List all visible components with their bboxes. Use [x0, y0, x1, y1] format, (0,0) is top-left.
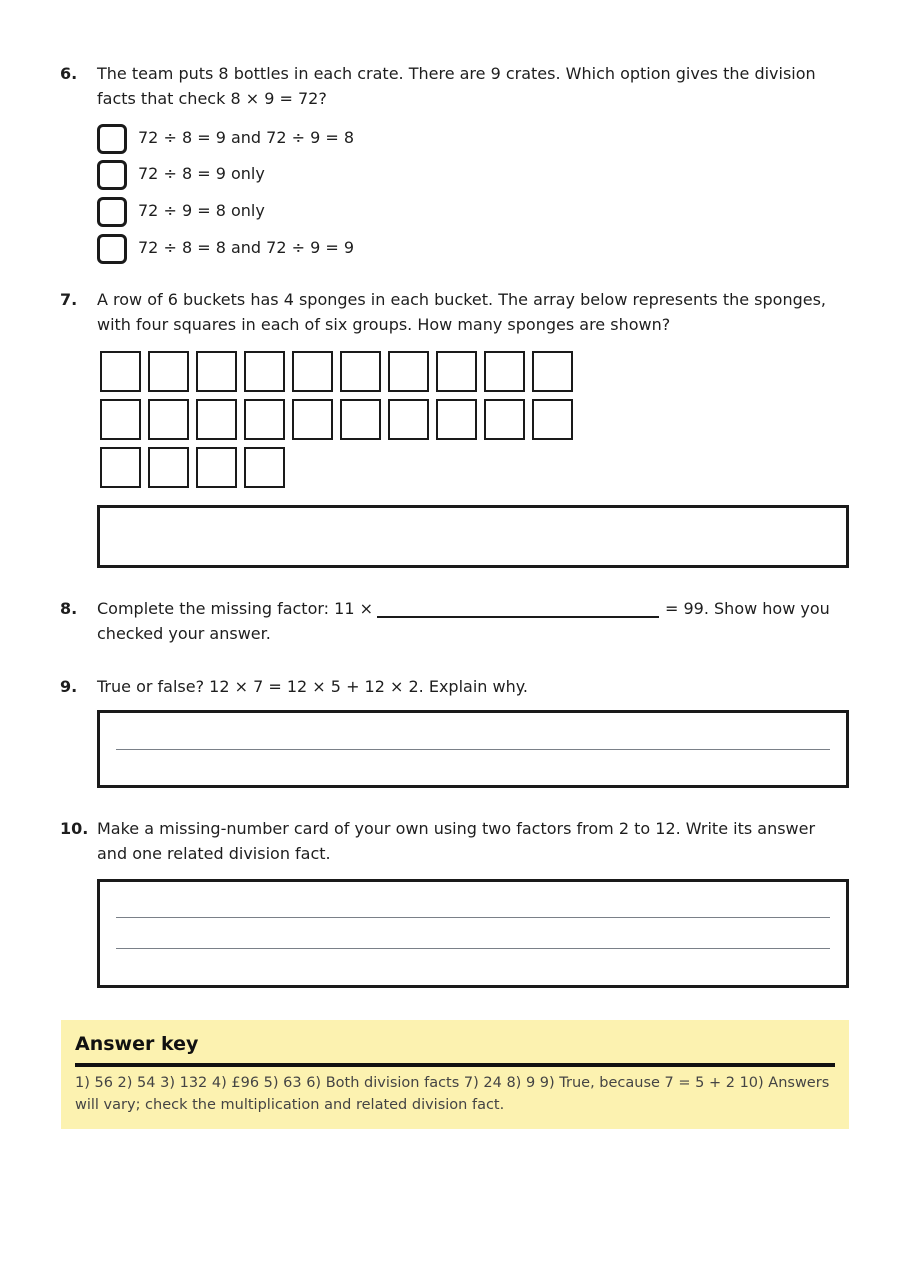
array-square [148, 351, 189, 392]
option-label: 72 ÷ 8 = 9 only [138, 164, 265, 183]
array-square [196, 351, 237, 392]
question-text [97, 596, 849, 646]
question-text-line2: checked your answer. [97, 624, 271, 643]
option-3[interactable] [97, 197, 697, 227]
array-square [244, 351, 285, 392]
answer-key [61, 1020, 849, 1129]
answer-key-title: Answer key [75, 1033, 199, 1055]
answer-box-q10[interactable] [97, 879, 849, 988]
checkbox[interactable] [97, 124, 127, 154]
array-square [244, 447, 285, 488]
question-text-before: Complete the missing factor: 11 × [97, 599, 373, 618]
divider [75, 1063, 835, 1067]
checkbox[interactable] [97, 160, 127, 190]
sponge-array [100, 351, 580, 491]
question-number: 10. [60, 819, 89, 838]
array-square [340, 351, 381, 392]
array-square [484, 399, 525, 440]
array-square [532, 351, 573, 392]
array-square [196, 399, 237, 440]
answer-key-text: 1) 56 2) 54 3) 132 4) £96 5) 63 6) Both division facts 7) 24 8) 9 9) True, because 7 = 5 + 2 10) Answers will vary; check the multiplication and related division fact. [75, 1075, 830, 1113]
question-text-after: = 99. Show how you [665, 599, 830, 618]
option-label: 72 ÷ 8 = 9 and 72 ÷ 9 = 8 [138, 128, 355, 147]
checkbox[interactable] [97, 234, 127, 264]
question-9 [60, 674, 850, 704]
question-7 [60, 287, 850, 342]
checkbox[interactable] [97, 197, 127, 227]
array-square [292, 351, 333, 392]
question-text: True or false? 12 × 7 = 12 × 5 + 12 × 2. Explain why. [97, 677, 528, 696]
array-square [436, 399, 477, 440]
array-square [196, 447, 237, 488]
question-text: Make a missing-number card of your own using two factors from 2 to 12. Write its answer and one related division fact. [97, 819, 816, 863]
array-square [100, 447, 141, 488]
array-square [484, 351, 525, 392]
option-label: 72 ÷ 8 = 8 and 72 ÷ 9 = 9 [138, 238, 355, 257]
option-4[interactable] [97, 234, 697, 264]
answer-box-q9[interactable] [97, 710, 849, 788]
array-square [100, 399, 141, 440]
option-label: 72 ÷ 9 = 8 only [138, 201, 265, 220]
question-number: 6. [60, 64, 78, 83]
writing-line [116, 948, 830, 949]
answer-box-q7[interactable] [97, 505, 849, 568]
array-square [388, 351, 429, 392]
array-square [292, 399, 333, 440]
array-square [388, 399, 429, 440]
question-6 [60, 61, 850, 271]
array-square [532, 399, 573, 440]
question-number: 7. [60, 290, 78, 309]
array-square [244, 399, 285, 440]
array-square [148, 447, 189, 488]
option-2[interactable] [97, 160, 697, 190]
question-number: 8. [60, 599, 78, 618]
writing-line [116, 749, 830, 750]
question-number: 9. [60, 677, 78, 696]
writing-line [116, 917, 830, 918]
array-square [148, 399, 189, 440]
question-text: A row of 6 buckets has 4 sponges in each bucket. The array below represents the sponges, with four squares in each of six groups. How many sponges are shown? [97, 290, 827, 334]
question-text: The team puts 8 bottles in each crate. There are 9 crates. Which option gives the division facts that check 8 × 9 = 72? [97, 64, 816, 108]
array-square [436, 351, 477, 392]
question-10 [60, 816, 850, 871]
missing-factor-blank[interactable] [377, 598, 659, 618]
array-square [100, 351, 141, 392]
array-square [340, 399, 381, 440]
question-8 [60, 596, 850, 651]
option-1[interactable] [97, 124, 697, 154]
